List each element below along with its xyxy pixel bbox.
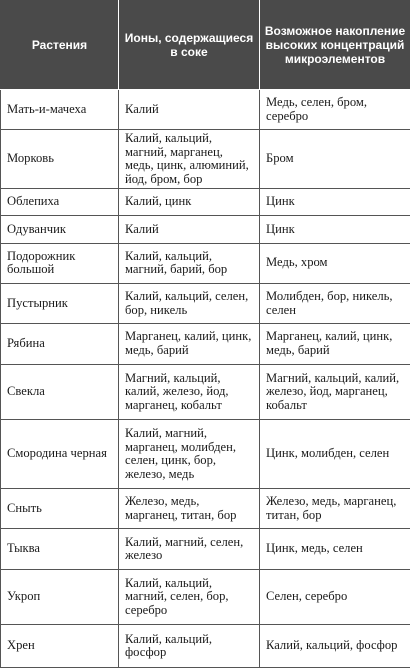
accumulation-cell: Железо, медь, марганец, титан, бор	[260, 489, 410, 529]
table-row	[1, 625, 410, 668]
accumulation-cell: Цинк	[260, 189, 410, 216]
plant-name-cell: Смородина черная	[1, 420, 119, 489]
header-accumulation: Возможное накопление высоких концентраций микроэлементов	[260, 0, 410, 90]
ions-cell: Калий	[119, 216, 260, 243]
plant-name-cell: Рябина	[1, 324, 119, 364]
accumulation-cell: Цинк, молибден, селен	[260, 420, 410, 489]
table-row	[1, 243, 410, 283]
ions-cell: Калий	[119, 90, 260, 130]
plant-name-cell: Сныть	[1, 489, 119, 529]
plant-name-cell: Укроп	[1, 569, 119, 625]
table-row	[1, 324, 410, 364]
plant-name-cell: Мать-и-мачеха	[1, 90, 119, 130]
accumulation-cell: Цинк	[260, 216, 410, 243]
accumulation-cell: Медь, хром	[260, 243, 410, 283]
accumulation-cell: Бром	[260, 130, 410, 189]
header-ions: Ионы, содержащиеся в соке	[119, 0, 260, 90]
accumulation-cell: Молибден, бор, никель, селен	[260, 283, 410, 323]
table-row	[1, 364, 410, 420]
table-row	[1, 569, 410, 625]
table-row	[1, 216, 410, 243]
ions-cell: Калий, магний, селен, железо	[119, 529, 260, 569]
header-plants: Растения	[1, 0, 119, 90]
accumulation-cell: Магний, кальций, калий, железо, йод, марганец, кобальт	[260, 364, 410, 420]
ions-cell: Калий, кальций, фосфор	[119, 625, 260, 668]
table-row	[1, 90, 410, 130]
ions-cell: Калий, кальций, магний, марганец, медь, цинк, алюминий, йод, бром, бор	[119, 130, 260, 189]
accumulation-cell: Калий, кальций, фосфор	[260, 625, 410, 668]
ions-cell: Калий, кальций, магний, селен, бор, серебро	[119, 569, 260, 625]
plant-name-cell: Пустырник	[1, 283, 119, 323]
table-row	[1, 420, 410, 489]
table-row	[1, 283, 410, 323]
table-row	[1, 130, 410, 189]
table-row	[1, 189, 410, 216]
accumulation-cell: Цинк, медь, селен	[260, 529, 410, 569]
header-row	[1, 0, 410, 90]
ions-cell: Магний, кальций, калий, железо, йод, марганец, кобальт	[119, 364, 260, 420]
accumulation-cell: Марганец, калий, цинк, медь, барий	[260, 324, 410, 364]
accumulation-cell: Медь, селен, бром, серебро	[260, 90, 410, 130]
ions-cell: Калий, кальций, магний, барий, бор	[119, 243, 260, 283]
plant-name-cell: Хрен	[1, 625, 119, 668]
ions-cell: Калий, магний, марганец, молибден, селен, цинк, бор, железо, медь	[119, 420, 260, 489]
ions-cell: Железо, медь, марганец, титан, бор	[119, 489, 260, 529]
plant-name-cell: Свекла	[1, 364, 119, 420]
table-row	[1, 529, 410, 569]
ions-cell: Марганец, калий, цинк, медь, барий	[119, 324, 260, 364]
plant-name-cell: Тыква	[1, 529, 119, 569]
plant-name-cell: Подорожник большой	[1, 243, 119, 283]
plant-name-cell: Облепиха	[1, 189, 119, 216]
plant-name-cell: Морковь	[1, 130, 119, 189]
accumulation-cell: Селен, серебро	[260, 569, 410, 625]
table-row	[1, 489, 410, 529]
ions-cell: Калий, кальций, селен, бор, никель	[119, 283, 260, 323]
table-body	[1, 90, 410, 668]
plant-name-cell: Одуванчик	[1, 216, 119, 243]
ions-cell: Калий, цинк	[119, 189, 260, 216]
